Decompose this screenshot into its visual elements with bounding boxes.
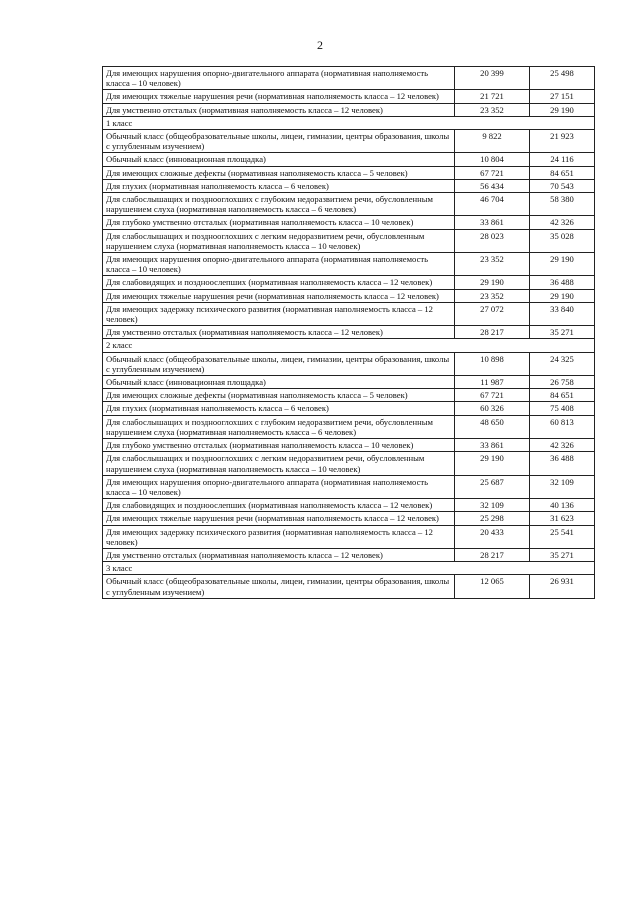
value-1-cell: 33 861 [455,439,530,452]
value-2-cell: 31 623 [530,512,595,525]
value-1-cell: 56 434 [455,179,530,192]
value-2-cell: 24 325 [530,352,595,375]
table-row [103,130,595,153]
row-name-cell: Для имеющих сложные дефекты (нормативная наполняемость класса – 5 человек) [103,389,455,402]
table-row [103,376,595,389]
value-2-cell: 26 758 [530,376,595,389]
value-2-cell: 35 271 [530,548,595,561]
value-2-cell: 27 151 [530,90,595,103]
value-1-cell: 20 399 [455,67,530,90]
value-2-cell: 40 136 [530,499,595,512]
row-name-cell: Для имеющих нарушения опорно-двигательного аппарата (нормативная наполняемость класса – 10 человек) [103,475,455,498]
table-row [103,352,595,375]
value-2-cell: 32 109 [530,475,595,498]
table-row [103,103,595,116]
row-name-cell: Обычный класс (общеобразовательные школы, лицеи, гимназии, центры образования, школы с углубленным изучением) [103,352,455,375]
row-name-cell: Обычный класс (общеобразовательные школы, лицеи, гимназии, центры образования, школы с углубленным изучением) [103,575,455,598]
value-1-cell: 12 065 [455,575,530,598]
cost-table [102,66,595,599]
value-1-cell: 23 352 [455,253,530,276]
table-row [103,179,595,192]
table-row [103,499,595,512]
value-1-cell: 25 298 [455,512,530,525]
value-2-cell: 75 408 [530,402,595,415]
row-name-cell: Для слабовидящих и поздноослепших (нормативная наполняемость класса – 12 человек) [103,276,455,289]
row-name-cell: Для умственно отсталых (нормативная наполняемость класса – 12 человек) [103,103,455,116]
value-1-cell: 25 687 [455,475,530,498]
table-row [103,439,595,452]
value-1-cell: 21 721 [455,90,530,103]
value-2-cell: 24 116 [530,153,595,166]
table-row [103,415,595,438]
value-1-cell: 29 190 [455,452,530,475]
value-2-cell: 29 190 [530,253,595,276]
row-name-cell: Для имеющих нарушения опорно-двигательного аппарата (нормативная наполняемость класса – 10 человек) [103,67,455,90]
table-row [103,326,595,339]
row-name-cell: Для имеющих задержку психического развития (нормативная наполняемость класса – 12 человек) [103,525,455,548]
table-row [103,389,595,402]
row-name-cell: Обычный класс (инновационная площадка) [103,376,455,389]
value-2-cell: 25 498 [530,67,595,90]
value-1-cell: 23 352 [455,289,530,302]
value-1-cell: 29 190 [455,276,530,289]
table-row [103,525,595,548]
value-1-cell: 67 721 [455,389,530,402]
table-row [103,166,595,179]
value-1-cell: 48 650 [455,415,530,438]
value-2-cell: 42 326 [530,439,595,452]
row-name-cell: Обычный класс (инновационная площадка) [103,153,455,166]
table-row [103,452,595,475]
row-name-cell: Для слабовидящих и поздноослепших (нормативная наполняемость класса – 12 человек) [103,499,455,512]
row-name-cell: Обычный класс (общеобразовательные школы, лицеи, гимназии, центры образования, школы с углубленным изучением) [103,130,455,153]
value-2-cell: 58 380 [530,193,595,216]
value-1-cell: 33 861 [455,216,530,229]
table-row [103,193,595,216]
table-row [103,67,595,90]
row-name-cell: Для слабослышащих и позднооглохших с глубоким недоразвитием речи, обусловленным нарушением слуха (нормативная наполняемость класса – 6 человек) [103,193,455,216]
row-name-cell: Для глухих (нормативная наполняемость класса – 6 человек) [103,179,455,192]
value-2-cell: 35 271 [530,326,595,339]
value-2-cell: 84 651 [530,166,595,179]
table-row [103,153,595,166]
value-1-cell: 23 352 [455,103,530,116]
value-2-cell: 25 541 [530,525,595,548]
value-2-cell: 33 840 [530,302,595,325]
table-row [103,276,595,289]
value-1-cell: 10 804 [455,153,530,166]
table-row [103,289,595,302]
value-2-cell: 36 488 [530,276,595,289]
section-label: 3 класс [103,562,595,575]
value-2-cell: 26 931 [530,575,595,598]
section-row [103,116,595,129]
value-1-cell: 28 217 [455,548,530,561]
row-name-cell: Для глубоко умственно отсталых (нормативная наполняемость класса – 10 человек) [103,216,455,229]
row-name-cell: Для имеющих тяжелые нарушения речи (нормативная наполняемость класса – 12 человек) [103,512,455,525]
table-row [103,216,595,229]
row-name-cell: Для имеющих задержку психического развития (нормативная наполняемость класса – 12 человек) [103,302,455,325]
row-name-cell: Для имеющих тяжелые нарушения речи (нормативная наполняемость класса – 12 человек) [103,289,455,302]
value-2-cell: 21 923 [530,130,595,153]
value-1-cell: 11 987 [455,376,530,389]
row-name-cell: Для глубоко умственно отсталых (нормативная наполняемость класса – 10 человек) [103,439,455,452]
table-row [103,402,595,415]
page-number: 2 [317,38,323,52]
row-name-cell: Для слабослышащих и позднооглохших с легким недоразвитием речи, обусловленным нарушением слуха (нормативная наполняемость класса – 10 человек) [103,229,455,252]
row-name-cell: Для умственно отсталых (нормативная наполняемость класса – 12 человек) [103,548,455,561]
value-1-cell: 32 109 [455,499,530,512]
row-name-cell: Для имеющих тяжелые нарушения речи (нормативная наполняемость класса – 12 человек) [103,90,455,103]
value-1-cell: 27 072 [455,302,530,325]
value-2-cell: 60 813 [530,415,595,438]
value-1-cell: 28 217 [455,326,530,339]
section-row [103,562,595,575]
table-row [103,548,595,561]
value-2-cell: 29 190 [530,289,595,302]
value-1-cell: 9 822 [455,130,530,153]
value-1-cell: 67 721 [455,166,530,179]
table-row [103,475,595,498]
table-row [103,575,595,598]
value-1-cell: 46 704 [455,193,530,216]
value-2-cell: 35 028 [530,229,595,252]
row-name-cell: Для слабослышащих и позднооглохших с легким недоразвитием речи, обусловленным нарушением слуха (нормативная наполняемость класса – 10 человек) [103,452,455,475]
value-2-cell: 42 326 [530,216,595,229]
table-row [103,229,595,252]
value-2-cell: 70 543 [530,179,595,192]
section-label: 1 класс [103,116,595,129]
value-1-cell: 60 326 [455,402,530,415]
table-row [103,302,595,325]
section-label: 2 класс [103,339,595,352]
value-1-cell: 20 433 [455,525,530,548]
row-name-cell: Для умственно отсталых (нормативная наполняемость класса – 12 человек) [103,326,455,339]
table-row [103,253,595,276]
row-name-cell: Для слабослышащих и позднооглохших с глубоким недоразвитием речи, обусловленным нарушением слуха (нормативная наполняемость класса – 6 человек) [103,415,455,438]
table-row [103,512,595,525]
value-1-cell: 28 023 [455,229,530,252]
cost-table-body [103,67,595,599]
row-name-cell: Для глухих (нормативная наполняемость класса – 6 человек) [103,402,455,415]
section-row [103,339,595,352]
table-row [103,90,595,103]
value-2-cell: 36 488 [530,452,595,475]
value-1-cell: 10 898 [455,352,530,375]
row-name-cell: Для имеющих сложные дефекты (нормативная наполняемость класса – 5 человек) [103,166,455,179]
value-2-cell: 29 190 [530,103,595,116]
row-name-cell: Для имеющих нарушения опорно-двигательного аппарата (нормативная наполняемость класса – 10 человек) [103,253,455,276]
value-2-cell: 84 651 [530,389,595,402]
